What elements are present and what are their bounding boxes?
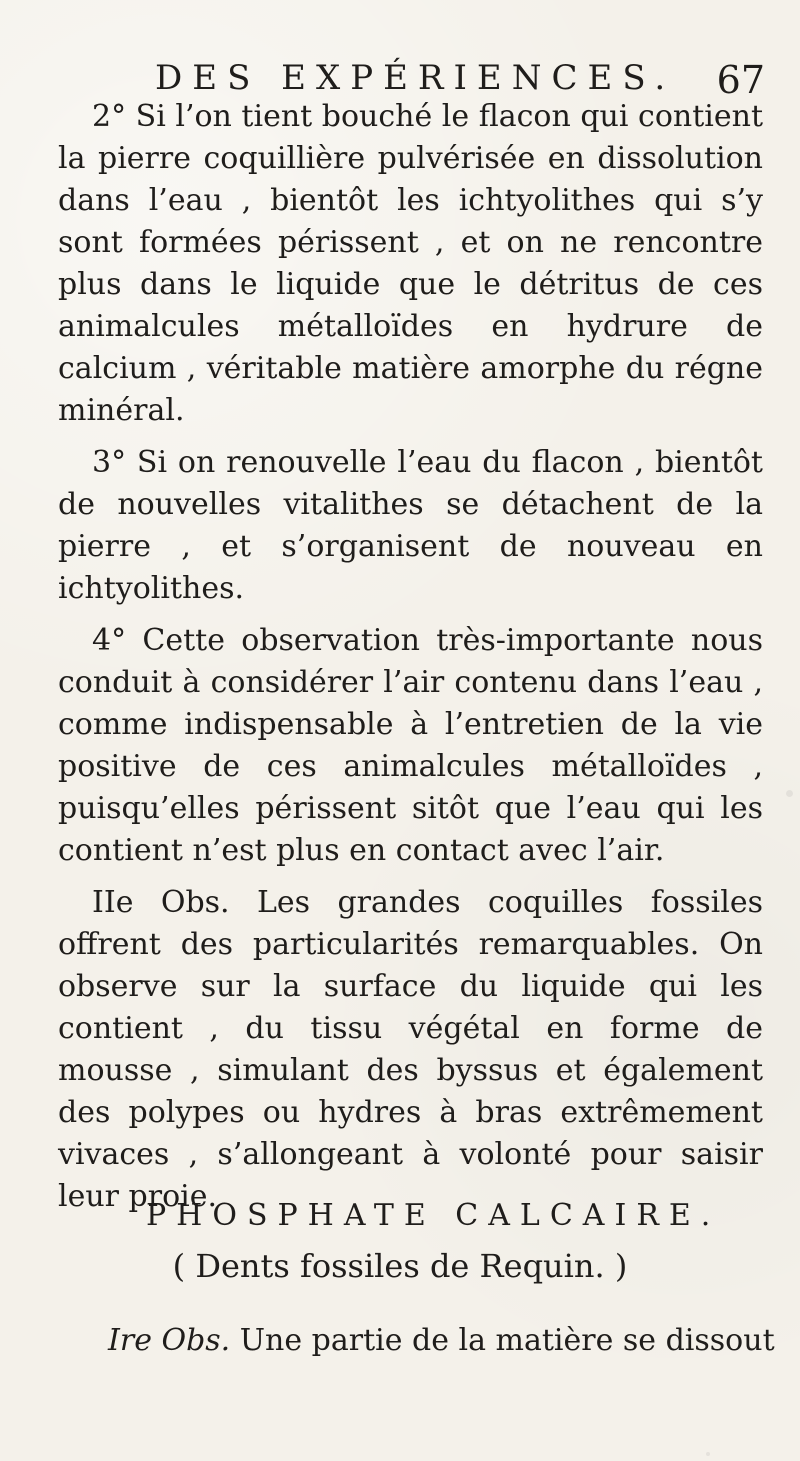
observation-label: Ire Obs. (108, 1323, 231, 1358)
paragraph-3: 4° Cette observation très-importante nous conduit à considérer l’air contenu dans l’eau , comme indispensable à l’entretien de la vie positive de ces animalcules métalloïdes , puisqu’elles périssent sitôt que l’eau qui les contient n’est plus en contact avec l’air. (58, 623, 763, 868)
paragraph-2: 3° Si on renouvelle l’eau du flacon , bientôt de nouvelles vitalithes se détachent de la pierre , et s’organisent de nouveau en ichtyolithes. (58, 445, 763, 606)
running-title: DES EXPÉRIENCES. (155, 58, 676, 98)
paper-mark (786, 790, 793, 797)
page-number: 67 (716, 58, 765, 102)
paragraph-4: IIe Obs. Les grandes coquilles fossiles offrent des particularités remarquables. On observe sur la surface du liquide qui les contient , du tissu végétal en forme de mousse , simulant des byssus et également des polypes ou hydres à bras extrêmement vivaces , s’allongeant à volonté pour saisir leur proie. (58, 885, 763, 1214)
section-subheading: ( Dents fossiles de Requin. ) (172, 1247, 628, 1285)
final-line (108, 1320, 775, 1362)
observation-text: Une partie de la matière se dissout (239, 1323, 775, 1358)
section-heading: PHOSPHATE CALCAIRE. (146, 1198, 721, 1233)
body-text (58, 96, 763, 1218)
paragraph-1: 2° Si l’on tient bouché le flacon qui contient la pierre coquillière pulvérisée en dissolution dans l’eau , bientôt les ichtyolithes qui s’y sont formées périssent , et on ne rencontre plus dans le liquide que le détritus de ces animalcules métalloïdes en hydrure de calcium , véritable matière amorphe du régne minéral. (58, 99, 763, 428)
paper-mark (706, 1452, 710, 1456)
